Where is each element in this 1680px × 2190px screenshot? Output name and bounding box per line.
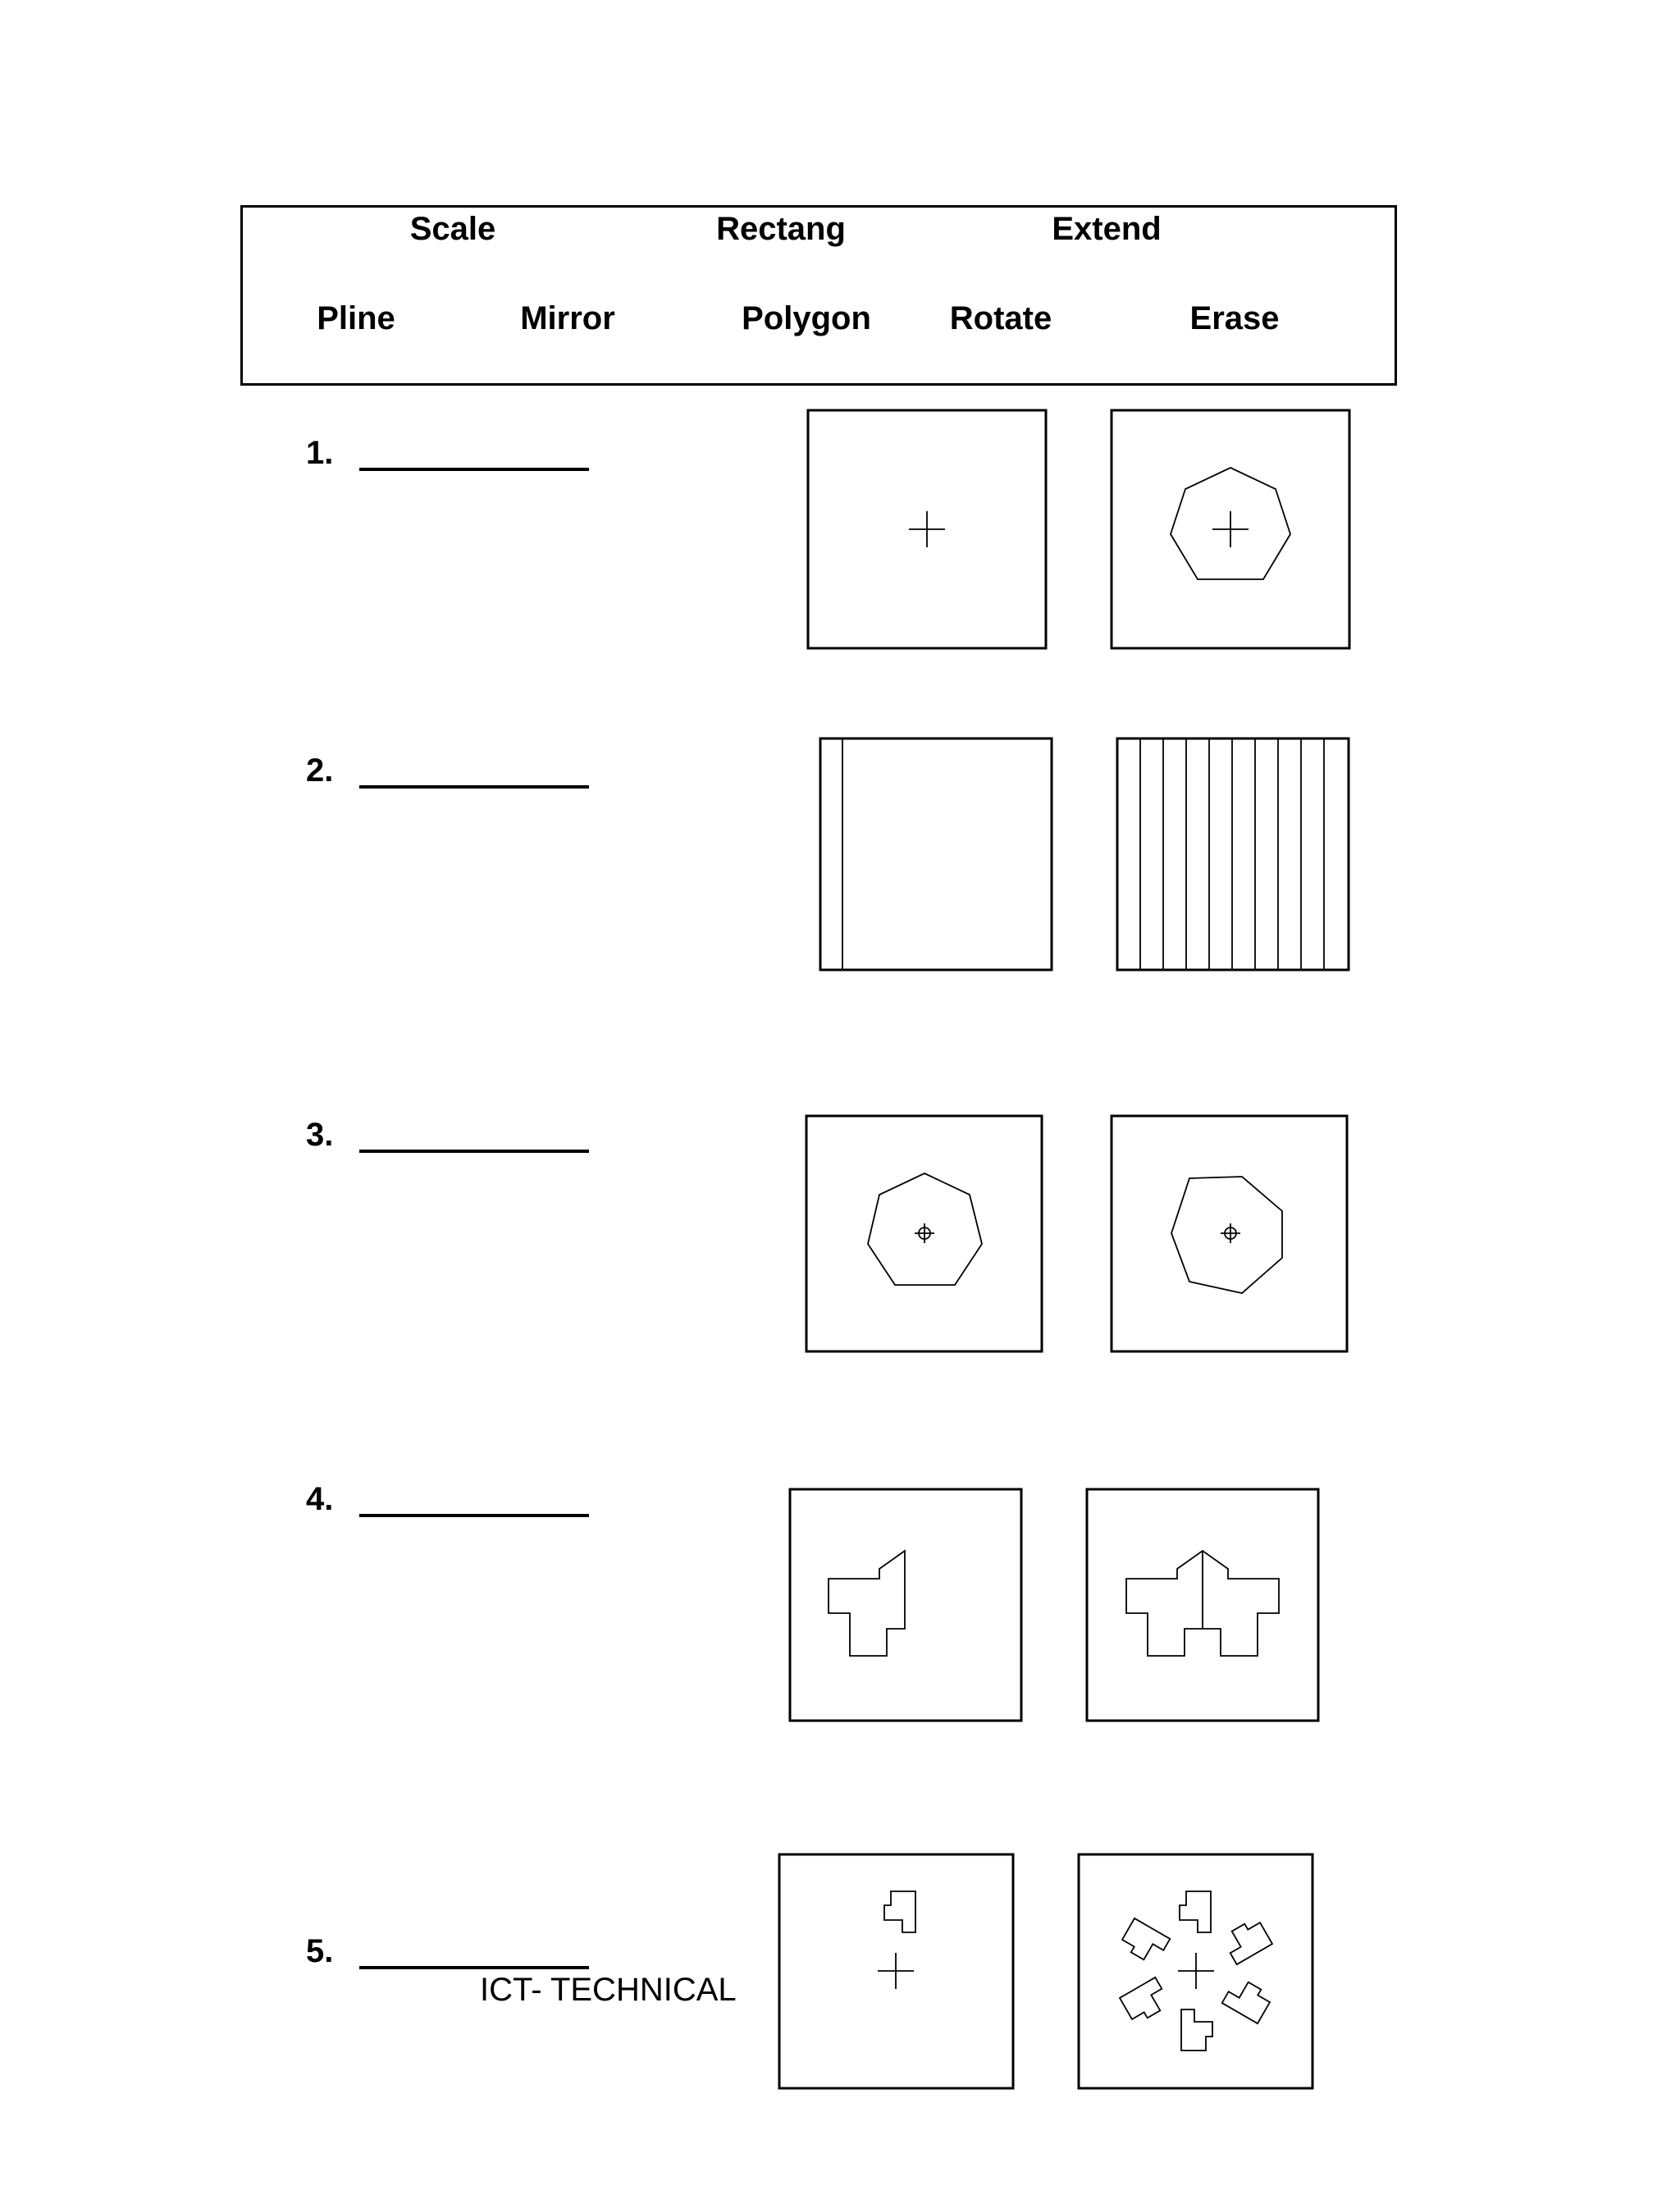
q1-after-crosshair bbox=[1212, 511, 1249, 547]
q1-before-figure bbox=[808, 410, 1046, 648]
q3-rotated-heptagon bbox=[1171, 1177, 1282, 1293]
q2-before-frame bbox=[820, 738, 1052, 970]
question-2-number: 2. bbox=[306, 752, 334, 789]
q3-before-figure bbox=[806, 1116, 1042, 1351]
word-rotate: Rotate bbox=[949, 300, 1052, 336]
q2-before-figure bbox=[820, 738, 1052, 970]
q3-after-figure bbox=[1112, 1116, 1347, 1351]
word-extend: Extend bbox=[1052, 211, 1162, 247]
word-polygon: Polygon bbox=[742, 300, 871, 336]
question-4-number: 4. bbox=[306, 1481, 334, 1517]
q2-after-frame bbox=[1117, 738, 1349, 970]
word-scale: Scale bbox=[409, 211, 496, 247]
q5-after-figure bbox=[1079, 1854, 1312, 2088]
q1-after-figure bbox=[1112, 410, 1349, 648]
q2-parallel-lines bbox=[1140, 738, 1324, 970]
q4-before-figure bbox=[790, 1489, 1021, 1721]
q1-crosshair bbox=[909, 511, 945, 547]
q2-after-figure bbox=[1117, 738, 1349, 970]
q4-after-figure bbox=[1087, 1489, 1318, 1721]
q5-crosshair bbox=[878, 1953, 914, 1989]
q5-before-figure bbox=[779, 1854, 1013, 2088]
q3-center-mark bbox=[915, 1223, 934, 1243]
question-1-number: 1. bbox=[306, 435, 334, 471]
question-5-number: 5. bbox=[306, 1933, 334, 1969]
word-mirror: Mirror bbox=[520, 300, 615, 336]
q5-small-shape bbox=[884, 1891, 915, 1932]
word-rectang: Rectang bbox=[716, 211, 846, 247]
word-erase: Erase bbox=[1189, 300, 1280, 336]
word-pline: Pline bbox=[317, 300, 395, 336]
q4-before-frame bbox=[790, 1489, 1021, 1721]
q3-after-center-mark bbox=[1221, 1223, 1240, 1243]
footer-label: ICT- TECHNICAL bbox=[480, 1972, 737, 2008]
q4-half-shape bbox=[829, 1551, 905, 1656]
question-3-number: 3. bbox=[306, 1117, 334, 1153]
q5-after-crosshair bbox=[1178, 1953, 1214, 1989]
